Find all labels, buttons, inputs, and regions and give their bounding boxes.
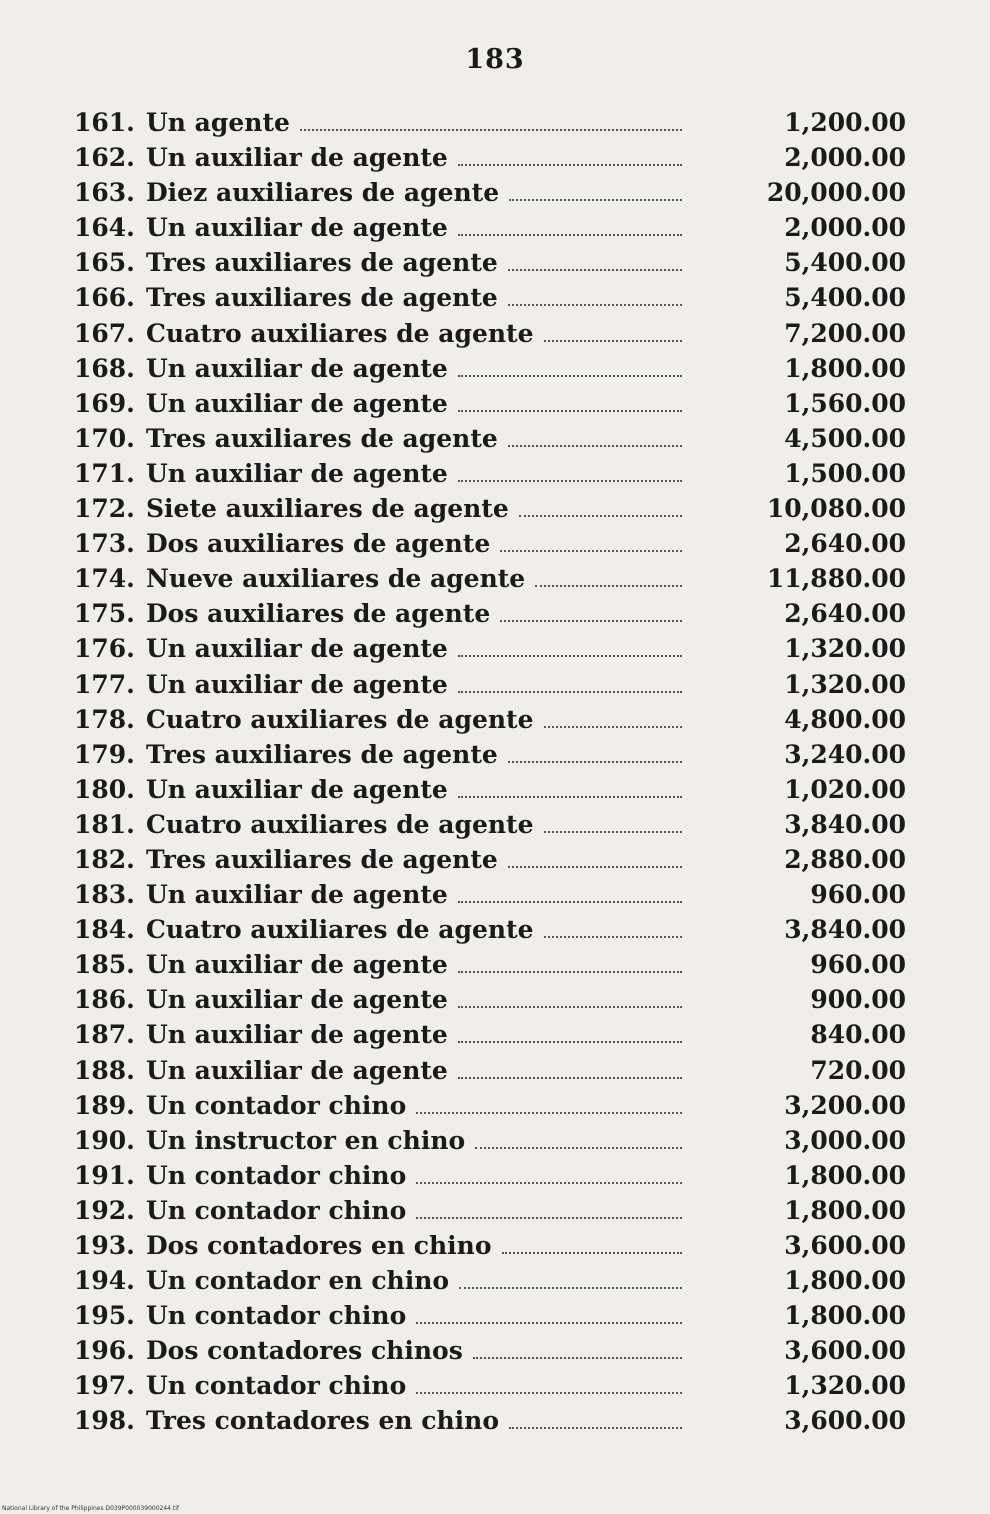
list-item [74,705,906,740]
entry-number: 187. [74,1020,135,1050]
dot-leader [509,1427,682,1429]
entry-description: Un contador chino [146,1160,407,1190]
entry-description: Un contador en chino [146,1266,450,1296]
entry-description: Un contador chino [146,1371,407,1401]
entry-amount: 720.00 [810,1055,906,1085]
entry-number: 181. [74,809,135,839]
list-item [74,1301,906,1336]
list-item [74,810,906,845]
entry-number: 167. [74,318,135,348]
list-item [74,389,906,424]
entry-description: Tres auxiliares de agente [146,283,498,313]
entry-description: Un contador chino [146,1301,407,1331]
entry-number: 178. [74,704,135,734]
dot-leader [458,164,682,166]
entry-number: 180. [74,774,135,804]
entry-number: 195. [74,1301,135,1331]
entry-number: 196. [74,1336,135,1366]
entry-description: Un agente [146,108,290,137]
entry-number: 165. [74,248,135,278]
list-item [74,950,906,985]
dot-leader [458,1077,682,1079]
entry-number: 190. [74,1125,135,1155]
entry-amount: 3,840.00 [784,809,906,839]
dot-leader [459,1287,682,1289]
list-item [74,319,906,354]
entry-amount: 1,200.00 [784,108,906,137]
entry-amount: 3,600.00 [784,1231,906,1260]
entry-number: 172. [74,494,135,524]
dot-leader [458,1041,682,1043]
entry-description: Un auxiliar de agente [146,774,448,804]
entry-description: Dos contadores en chino [146,1231,492,1260]
entry-description: Tres auxiliares de agente [146,739,498,769]
entry-description: Un contador chino [146,1090,407,1120]
entry-number: 184. [74,915,135,945]
entry-number: 179. [74,739,135,769]
entry-number: 163. [74,178,135,208]
entry-description: Tres auxiliares de agente [146,844,498,874]
entry-amount: 840.00 [810,1020,906,1050]
list-item [74,1231,906,1266]
entry-amount: 2,880.00 [784,844,906,874]
entry-number: 183. [74,880,135,910]
entry-description: Tres contadores en chino [146,1406,500,1436]
dot-leader [475,1147,682,1149]
entry-number: 171. [74,458,135,488]
entry-amount: 2,640.00 [784,529,906,559]
dot-leader [300,129,682,131]
entries-list [74,108,906,1442]
entry-number: 166. [74,283,135,313]
footer-source: National Library of the Philippines D039P000039000244.tif [2,1505,180,1512]
entry-description: Un auxiliar de agente [146,669,448,699]
list-item [74,985,906,1020]
entry-amount: 900.00 [810,985,906,1015]
dot-leader [535,585,682,587]
entry-description: Dos contadores chinos [146,1336,463,1366]
list-item [74,775,906,810]
dot-leader [544,831,683,833]
entry-amount: 1,800.00 [784,1301,906,1331]
entry-amount: 3,000.00 [784,1125,906,1155]
entry-description: Un auxiliar de agente [146,143,448,173]
dot-leader [458,796,682,798]
entry-amount: 3,200.00 [784,1090,906,1120]
entry-amount: 1,320.00 [784,669,906,699]
entry-description: Tres auxiliares de agente [146,248,498,278]
entry-number: 191. [74,1160,135,1190]
list-item [74,599,906,634]
list-item [74,915,906,950]
dot-leader [458,1006,682,1008]
list-item [74,1126,906,1161]
list-item [74,564,906,599]
entry-amount: 1,800.00 [784,1266,906,1296]
entry-number: 192. [74,1195,135,1225]
entry-number: 169. [74,388,135,418]
entry-amount: 10,080.00 [766,494,906,524]
list-item [74,1056,906,1091]
entry-amount: 5,400.00 [784,283,906,313]
list-item [74,354,906,389]
dot-leader [458,971,682,973]
entry-description: Un auxiliar de agente [146,1055,448,1085]
list-item [74,1406,906,1441]
entry-description: Cuatro auxiliares de agente [146,915,534,945]
dot-leader [508,866,682,868]
entry-amount: 4,500.00 [784,423,906,453]
entry-amount: 1,800.00 [784,1160,906,1190]
entry-description: Un auxiliar de agente [146,985,448,1015]
list-item [74,424,906,459]
list-item [74,178,906,213]
entry-amount: 20,000.00 [766,178,906,208]
dot-leader [500,620,682,622]
entry-description: Nueve auxiliares de agente [146,564,526,594]
entry-number: 186. [74,985,135,1015]
entry-amount: 960.00 [810,880,906,910]
entry-number: 161. [74,108,135,137]
entry-number: 188. [74,1055,135,1085]
dot-leader [500,550,682,552]
entry-amount: 1,320.00 [784,634,906,664]
list-item [74,740,906,775]
entry-number: 173. [74,529,135,559]
entry-number: 182. [74,844,135,874]
entry-number: 193. [74,1231,135,1260]
entry-description: Un auxiliar de agente [146,1020,448,1050]
dot-leader [508,445,682,447]
dot-leader [502,1252,683,1254]
entry-amount: 7,200.00 [784,318,906,348]
dot-leader [416,1182,682,1184]
dot-leader [458,234,682,236]
entry-number: 177. [74,669,135,699]
entry-description: Un contador chino [146,1195,407,1225]
entry-description: Un instructor en chino [146,1125,466,1155]
entry-description: Cuatro auxiliares de agente [146,704,534,734]
page-number: 183 [465,44,525,75]
entry-amount: 3,840.00 [784,915,906,945]
dot-leader [458,375,682,377]
entry-amount: 1,800.00 [784,1195,906,1225]
entry-description: Un auxiliar de agente [146,458,448,488]
list-item [74,1371,906,1406]
dot-leader [473,1357,682,1359]
dot-leader [508,269,682,271]
list-item [74,1336,906,1371]
list-item [74,634,906,669]
entry-amount: 960.00 [810,950,906,980]
entry-amount: 4,800.00 [784,704,906,734]
entry-number: 189. [74,1090,135,1120]
entry-description: Un auxiliar de agente [146,213,448,243]
entry-number: 175. [74,599,135,629]
entry-description: Diez auxiliares de agente [146,178,500,208]
dot-leader [544,936,683,938]
dot-leader [458,410,682,412]
entry-amount: 1,020.00 [784,774,906,804]
list-item [74,1020,906,1055]
list-item [74,1266,906,1301]
entry-number: 198. [74,1406,135,1436]
dot-leader [508,761,682,763]
dot-leader [508,304,682,306]
entry-description: Un auxiliar de agente [146,388,448,418]
list-item [74,845,906,880]
entry-number: 162. [74,143,135,173]
dot-leader [519,515,682,517]
entry-amount: 1,320.00 [784,1371,906,1401]
entry-amount: 3,600.00 [784,1406,906,1436]
list-item [74,1196,906,1231]
list-item [74,1091,906,1126]
entry-number: 168. [74,353,135,383]
entry-description: Siete auxiliares de agente [146,494,509,524]
list-item [74,248,906,283]
entry-number: 174. [74,564,135,594]
entry-description: Un auxiliar de agente [146,353,448,383]
entry-number: 197. [74,1371,135,1401]
entry-description: Cuatro auxiliares de agente [146,809,534,839]
list-item [74,143,906,178]
dot-leader [458,655,682,657]
entry-description: Tres auxiliares de agente [146,423,498,453]
dot-leader [458,901,682,903]
entry-amount: 2,000.00 [784,143,906,173]
entry-number: 164. [74,213,135,243]
list-item [74,459,906,494]
list-item [74,670,906,705]
dot-leader [544,726,683,728]
list-item [74,1161,906,1196]
dot-leader [416,1112,682,1114]
dot-leader [544,340,683,342]
entry-description: Cuatro auxiliares de agente [146,318,534,348]
entry-description: Dos auxiliares de agente [146,529,491,559]
dot-leader [458,691,682,693]
entry-amount: 2,000.00 [784,213,906,243]
entry-amount: 3,240.00 [784,739,906,769]
entry-number: 194. [74,1266,135,1296]
entry-amount: 1,500.00 [784,458,906,488]
entry-amount: 1,560.00 [784,388,906,418]
entry-description: Un auxiliar de agente [146,880,448,910]
entry-amount: 3,600.00 [784,1336,906,1366]
entry-amount: 2,640.00 [784,599,906,629]
entry-description: Un auxiliar de agente [146,950,448,980]
entry-number: 176. [74,634,135,664]
list-item [74,529,906,564]
list-item [74,494,906,529]
list-item [74,283,906,318]
entry-amount: 5,400.00 [784,248,906,278]
list-item [74,213,906,248]
entry-description: Un auxiliar de agente [146,634,448,664]
entry-amount: 1,800.00 [784,353,906,383]
list-item [74,880,906,915]
dot-leader [416,1322,682,1324]
entry-number: 170. [74,423,135,453]
dot-leader [509,199,682,201]
list-item [74,108,906,143]
dot-leader [458,480,682,482]
dot-leader [416,1217,682,1219]
entry-description: Dos auxiliares de agente [146,599,491,629]
dot-leader [416,1392,682,1394]
entry-number: 185. [74,950,135,980]
entry-amount: 11,880.00 [766,564,906,594]
